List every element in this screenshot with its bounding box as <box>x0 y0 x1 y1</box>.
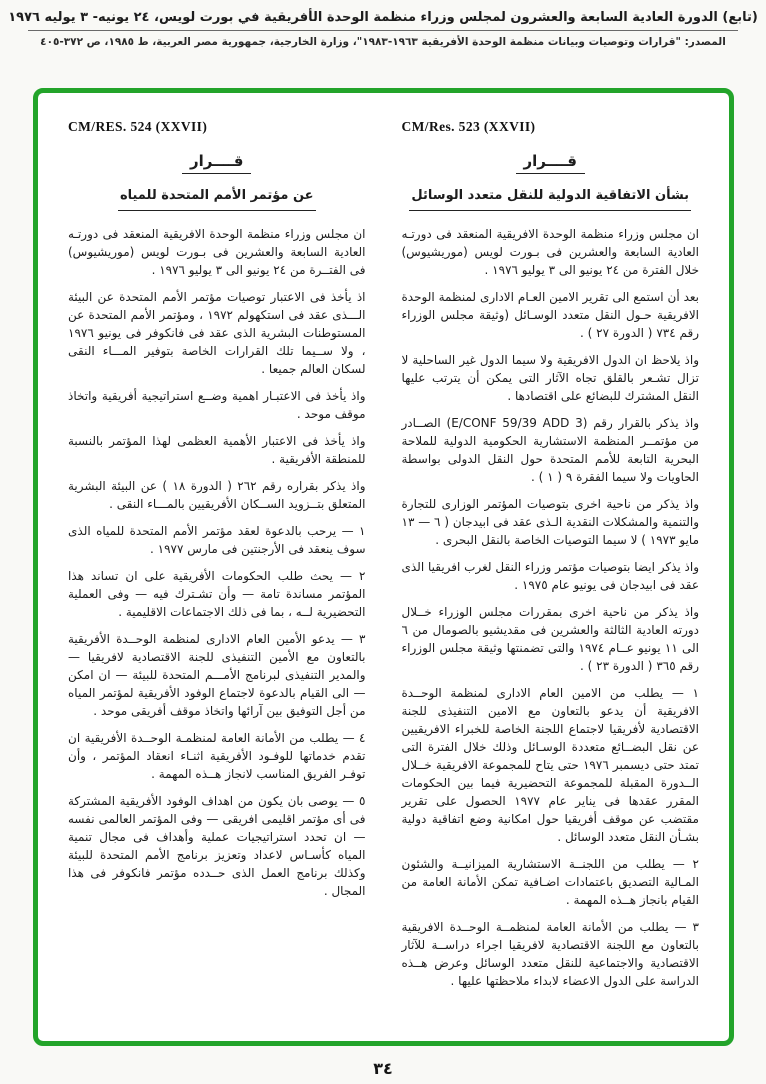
resolution-523-ref: CM/Res. 523 (XXVII) <box>401 119 536 134</box>
paragraph: واذ يذكر بقراره رقم ٢٦٢ ( الدورة ١٨ ) عن البيئة البشرية المتعلق بتــزويد الســكان الأفريقيين بالمـــاء النقى . <box>68 478 366 511</box>
resolution-524-heading-text: قــــرار <box>182 152 251 174</box>
resolution-523-title-text: بشأن الاتفاقية الدولية للنقل متعدد الوسائل <box>409 186 691 211</box>
paragraph: واذ يذكر من ناحية اخرى بتوصيات المؤتمر الوزارى للتجارة والتنمية والمشكلات النقدية الـذى عقد فى ابيدجان ( ٦ — ١٣ مايو ١٩٧٣ ) لا سيما التوصيات الخاصة بالنقل البحرى . <box>401 496 699 547</box>
resolution-524 <box>68 119 366 1025</box>
resolution-524-heading <box>68 151 366 174</box>
paragraph: واذ يأخذ فى الاعتبار الأهمية العظمى لهذا المؤتمر بالنسبة للمنطقة الأفريقية . <box>68 433 366 466</box>
numbered-clause: ٣ — يطلب من الأمانة العامة لمنظمــة الوحــدة الافريقية بالتعاون مع اللجنة الاقتصادية لافريقيا اجراء دراســة للآثار الاقتصادية والاجتماعية للنقل متعدد الوسائل وعرض هــذه الدراسة على الدول الاعضاء لابداء ملاحظتها عليها . <box>401 919 699 988</box>
paragraph: ان مجلس وزراء منظمة الوحدة الافريقية المنعقد فى دورتـه العادية السابعة والعشرين فى بـورت لويس (موريشيوس) خلال الفترة من ٢٤ يونيو الى ٣ يوليو ١٩٧٦ . <box>401 226 699 277</box>
header-source-note: المصدر: "قرارات وتوصيات وبيانات منظمة الوحدة الأفريقية ١٩٦٣-١٩٨٣"، وزارة الخارجية، جمهورية مصر العربية، ط ١٩٨٥، ص ٣٧٢-٤٠٥ <box>40 36 726 48</box>
numbered-clause: ٤ — يطلب من الأمانة العامة لمنظمـة الوحــدة الأفريقية ان تقدم خدماتها للوفـود الأفريقية اثنـاء انعقاد المؤتمر ، وأن توفـر الفريق المناسب لانجاز هــذه المهمة . <box>68 730 366 781</box>
paragraph: واذ يلاحظ ان الدول الافريقية ولا سيما الدول غير الساحلية لا تزال تشـعر بالقلق تجاه الآثار التى يمكن أن يترتب عليها النقل المشترك للبضائع على اقتصادها . <box>401 352 699 403</box>
numbered-clause: ١ — يطلب من الامين العام الادارى لمنظمة الوحــدة الافريقية أن يدعو بالتعاون مع الامين التنفيذى للجنة الاقتصادية لأفريقيا لاجتماع اللجنة الخاصة للخبراء الافريقيين عن نقل البضــائع متعددة الوسـائل وذلك خلال الفترة التى تمتد حتى ديسمبر ١٩٧٦ حتى يتاح للمجموعة الافريقية خــلال الــدورة المقبلة للمجموعة التحضيرية فيما بين الحكومات المقرر عقدها فى يناير عام ١٩٧٧ الحصول على تقرير مقتضب عن موقف أفريقيا حول امكانية وضع اتفاقية دولية بشـأن النقل متعدد الوسائل . <box>401 685 699 844</box>
paragraph: بعد أن استمع الى تقرير الامين العـام الادارى لمنظمة الوحدة الافريقية حـول النقل متعدد الوسـائل (وثيقة مجلس الوزراء رقم ٧٣٤ ( الدورة ٢٧ ) . <box>401 289 699 340</box>
resolution-523-title <box>402 184 700 211</box>
numbered-clause: ٢ — يحث طلب الحكومات الأفريقية على ان تساند هذا المؤتمر مساندة تامة — وأن تشـترك فيه — وفى العملية التحضيرية لــه ، بما فى ذلك الاجتماعات الاقليمية . <box>68 568 366 619</box>
resolution-524-title-text: عن مؤتمر الأمم المتحدة للمياه <box>118 186 316 211</box>
resolution-523-heading <box>402 151 700 174</box>
paragraph: واذ يذكر ايضا بتوصيات مؤتمر وزراء النقل لغرب افريقيا الذى عقد فى ابيدجان فى يونيو عام ١٩٧٥ . <box>401 559 699 592</box>
resolution-523 <box>402 119 700 1025</box>
paragraph: اذ يأخذ فى الاعتبار توصيات مؤتمر الأمم المتحدة عن البيئة الـــذى عقد فى استكهولم ١٩٧٢ ، ومؤتمر الأمم المتحدة عن المستوطنات البشرية الذى عقد فى فانكوفر فى يونيو ١٩٧٦ ، ولا ســيما تلك القرارات الخاصة بتوفير المـــاء النقى لسكان العالم جميعا . <box>68 289 366 376</box>
resolution-524-title <box>68 184 366 211</box>
paragraph: ان مجلس وزراء منظمة الوحدة الافريقية المنعقد فى دورتـه العادية السابعة والعشرين فى بـورت لويس (موريشيوس) فى الفتــرة من ٢٤ يونيو الى ٣ يوليو ١٩٧٦ . <box>68 226 366 277</box>
header-session-title: (تابع) الدورة العادية السابعة والعشرون لمجلس وزراء منظمة الوحدة الأفريقية في بورت لويس، ٢٤ يونيه- ٣ يوليه ١٩٧٦ <box>8 10 758 25</box>
page-header <box>0 0 766 48</box>
resolution-524-ref: CM/RES. 524 (XXVII) <box>68 119 208 134</box>
paragraph: واذ يذكر من ناحية اخرى بمقررات مجلس الوزراء خــلال دورته العادية الثالثة والعشرين فى مقديشيو بالصومال من ٦ الى ١١ يونيو عــام ١٩٧٤ والتى تضمنتها وثيقة مجلس الوزراء رقم ٣٦٥ ( الدورة ٢٣ ) . <box>401 604 700 673</box>
numbered-clause: ٢ — يطلب من اللجنــة الاستشارية الميزانيــة والشئون المـالية التصديق باعتمادات اضـافية تمكن الأمانة العامة من القيام بانجاز هــذه المهمة . <box>401 856 699 907</box>
numbered-clause: ٥ — يوصى بان يكون من اهداف الوفود الأفريقية المشتركة فى أى مؤتمر اقليمى افريقى — وفى المؤتمر العالمى نفسه — ان تحدد استراتيجيات عملية وأهداف فى مجال تنمية المياه كأسـاس لاعداد وتعزيز برنامج الأمم المتحدة للبيئة وكذلك برنامج العمل الذى حــدده مؤتمر فانكوفر فى هذا المجال . <box>68 793 366 898</box>
numbered-clause: ١ — يرحب بالدعوة لعقد مؤتمر الأمم المتحدة للمياه الذى سوف ينعقد فى الأرجنتين فى مارس ١٩٧٧ . <box>68 523 366 556</box>
header-divider <box>28 30 738 31</box>
numbered-clause: ٣ — يدعو الأمين العام الادارى لمنظمة الوحــدة الأفريقية بالتعاون مع الأمين التنفيذى للجنة الاقتصادية لافريقيا — والمدير التنفيذى لبرنامج الأمـــم المتحدة للبيئة — ان امكن — الى القيام بالدعوة لاجتماع الوفود الأفريقية لمؤتمر المياه من أجل التوفيق بين آرائها واتخاذ موقف أفريقى موحد . <box>68 631 366 718</box>
paragraph: واذ يأخذ فى الاعتبـار اهمية وضــع استراتيجية أفريقية واتخاذ موقف موحد . <box>68 388 366 421</box>
two-column-layout <box>68 119 699 1025</box>
resolution-523-heading-text: قــــرار <box>516 152 585 174</box>
content-frame <box>33 88 734 1046</box>
paragraph: واذ يذكر بالقرار رقم (E/CONF 59/39 ADD 3) الصــادر من مؤتمــر المنظمة الاستشارية الحكومية الدولية للملاحة البحرية التابعة للأمم المتحدة حول النقل الدولى بواسطة الحاويات ولا سيما الفقرة ٩ ( ١ ) . <box>401 415 699 484</box>
page-number: ٣٤ <box>373 1059 393 1078</box>
